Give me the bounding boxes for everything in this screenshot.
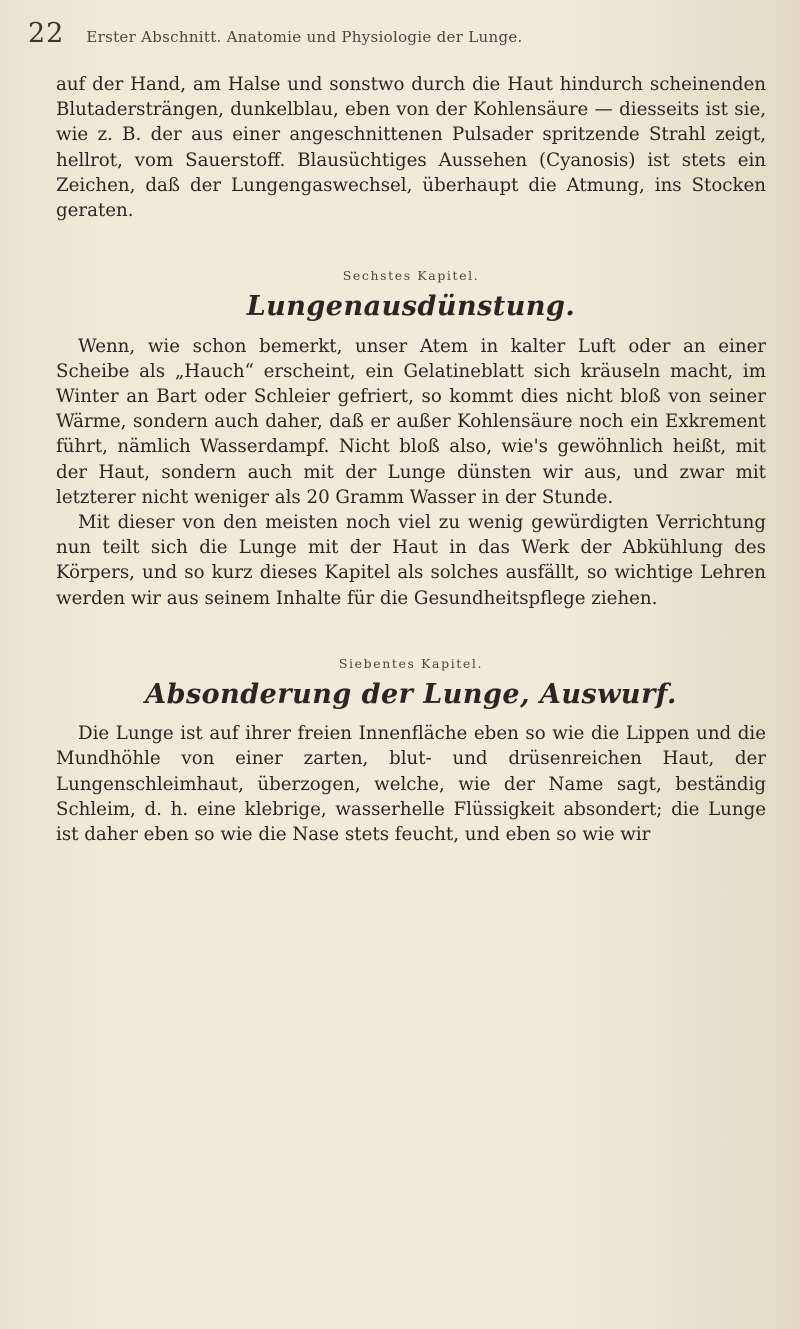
- chapter-7-label: Siebentes Kapitel.: [338, 655, 484, 671]
- chapter-6-paragraph: Wenn, wie schon bemerkt, unser Atem in kalter Luft oder an einer Scheibe als „Hauch“ erscheint, ein Gelatineblatt sich kräuseln macht, im Winter an Bart oder Schleier gefriert, so kommt dies nicht bloß von seiner Wärme, sondern auch daher, daß er außer Kohlensäure noch ein Exkrement führt, nämlich Wasserdampf. Nicht bloß also, wie's gewöhnlich heißt, mit der Haut, sondern auch mit der Lunge dünsten wir aus, und zwar mit letzterer nicht weniger als 20 Gramm Wasser in der Stunde.: [56, 335, 766, 508]
- chapter-7-title: Absonderung der Lunge, Auswurf.: [145, 679, 677, 711]
- running-head: Erster Abschnitt. Anatomie und Physiologie der Lunge.: [86, 28, 523, 46]
- page-number: 22: [28, 18, 65, 49]
- chapter-6-label: Sechstes Kapitel.: [342, 268, 480, 284]
- chapter-7-paragraph: Die Lunge ist auf ihrer freien Innenfläche eben so wie die Lippen und die Mundhöhle von einer zarten, blut- und drüsenreichen Haut, der Lungenschleimhaut, überzogen, welche, wie der Name sagt, beständig Schleim, d. h. eine klebrige, wasserhelle Flüssigkeit absondert; die Lunge ist daher eben so wie die Nase stets feucht, und eben so wie wir: [56, 723, 766, 846]
- chapter-6-paragraph: Mit dieser von den meisten noch viel zu wenig gewürdigten Verrichtung nun teilt sich die Lunge mit der Haut in das Werk der Abkühlung des Körpers, und so kurz dieses Kapitel als solches ausfällt, so wichtige Lehren werden wir aus seinem Inhalte für die Gesundheitspflege ziehen.: [56, 512, 766, 609]
- chapter-6-title: Lungenausdünstung.: [246, 291, 576, 323]
- intro-paragraph: auf der Hand, am Halse und sonstwo durch die Haut hindurch scheinenden Blutadersträngen, dunkelblau, eben von der Kohlensäure — diesseits ist sie, wie z. B. der aus einer angeschnittenen Pulsader spritzende Strahl zeigt, hellrot, vom Sauerstoff. Blausüchtiges Aussehen (Cyanosis) ist stets ein Zeichen, daß der Lungengaswechsel, überhaupt die Atmung, ins Stocken geraten.: [56, 74, 766, 222]
- page-header: [28, 18, 760, 52]
- body-text: [56, 72, 766, 847]
